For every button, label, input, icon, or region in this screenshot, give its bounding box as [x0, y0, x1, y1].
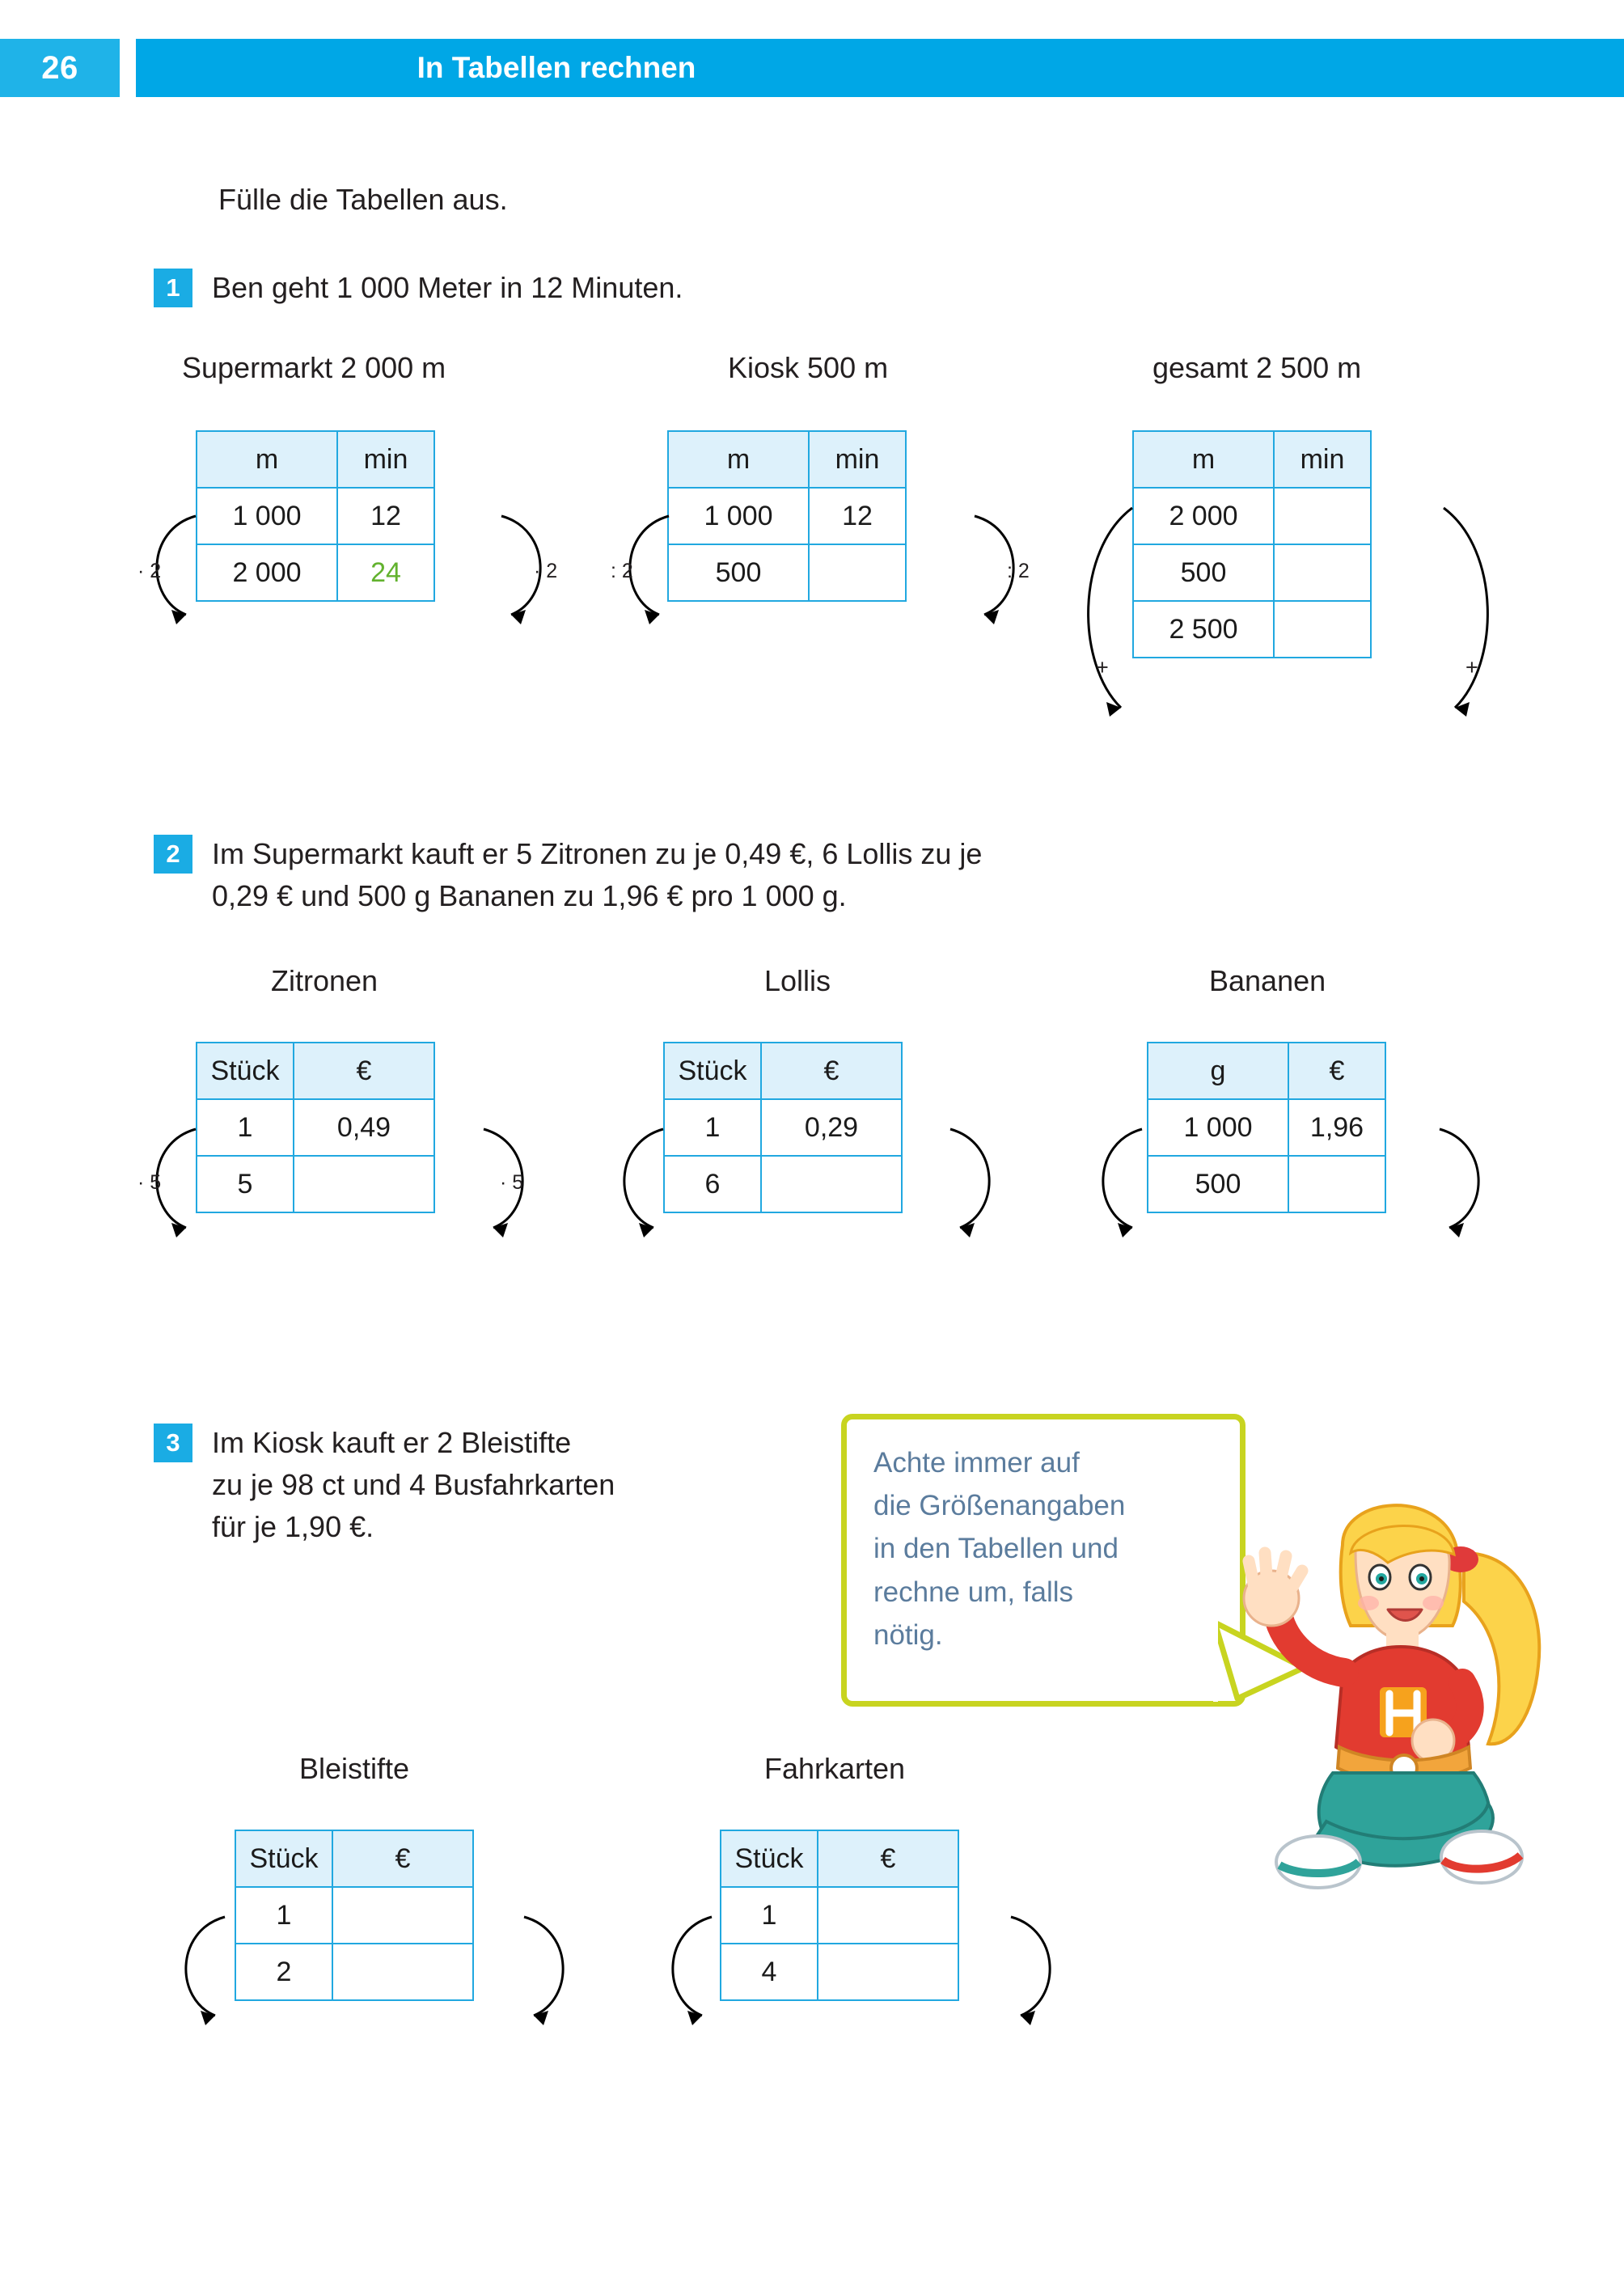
cell-value: 12 — [337, 488, 434, 544]
cell-value: 500 — [1148, 1156, 1288, 1212]
page-header — [0, 39, 1624, 97]
cell-value: 1,96 — [1288, 1099, 1385, 1156]
cell-header-stueck: Stück — [721, 1830, 818, 1887]
table-bananen — [1147, 1042, 1386, 1213]
cell-header-euro: € — [294, 1043, 434, 1099]
task-number-3: 3 — [154, 1424, 192, 1462]
table-row — [1133, 601, 1371, 658]
arrow-left-table-2b — [597, 1123, 670, 1244]
table-row — [235, 1830, 473, 1887]
girl-illustration — [1221, 1456, 1577, 1957]
arrow-left-table-1c — [1068, 501, 1140, 720]
cell-answer[interactable] — [1274, 488, 1371, 544]
table-caption-gesamt: gesamt 2 500 m — [1152, 351, 1362, 384]
operator-label-left-1a: · 2 — [137, 560, 162, 582]
table-row — [197, 431, 434, 488]
tip-line-3: in den Tabellen und — [873, 1533, 1119, 1565]
tip-line-5: nötig. — [873, 1618, 943, 1651]
table-bleistifte — [235, 1830, 474, 2001]
intro-instruction: Fülle die Tabellen aus. — [218, 183, 508, 216]
tip-line-4: rechne um, falls — [873, 1576, 1074, 1608]
arrow-right-table-1c — [1436, 501, 1508, 720]
task-text-3-line3: für je 1,90 €. — [212, 1510, 374, 1543]
arrow-right-table-2c — [1432, 1123, 1504, 1244]
page-number: 26 — [0, 39, 120, 97]
cell-value: 1 — [664, 1099, 761, 1156]
cell-value: 1 — [721, 1887, 818, 1944]
cell-value: 1 000 — [197, 488, 337, 544]
table-kiosk — [667, 430, 907, 602]
cell-value: 1 000 — [1148, 1099, 1288, 1156]
cell-value: 500 — [668, 544, 809, 601]
task-number-1: 1 — [154, 269, 192, 307]
table-caption-zitronen: Zitronen — [271, 964, 379, 997]
cell-header-euro: € — [1288, 1043, 1385, 1099]
cell-header-m: m — [668, 431, 809, 488]
operator-label-left-2a: · 5 — [137, 1171, 162, 1194]
table-row — [668, 488, 906, 544]
table-row — [668, 544, 906, 601]
cell-value: 0,29 — [761, 1099, 902, 1156]
cell-value: 1 — [235, 1887, 332, 1944]
arrow-right-table-2b — [942, 1123, 1015, 1244]
cell-header-euro: € — [761, 1043, 902, 1099]
cell-value: 5 — [197, 1156, 294, 1212]
table-caption-bleistifte: Bleistifte — [299, 1752, 410, 1785]
table-row — [668, 431, 906, 488]
task-text-3-line1: Im Kiosk kauft er 2 Bleistifte — [212, 1426, 572, 1459]
operator-label-left-1c: + — [1096, 655, 1109, 679]
operator-label-right-1c: + — [1465, 655, 1478, 679]
table-row — [1148, 1156, 1385, 1212]
table-row — [1148, 1043, 1385, 1099]
table-lollis — [663, 1042, 903, 1213]
cell-value: 1 — [197, 1099, 294, 1156]
table-row — [664, 1099, 902, 1156]
table-row — [664, 1043, 902, 1099]
operator-label-left-1b: : 2 — [611, 560, 633, 582]
cell-answer[interactable] — [809, 544, 906, 601]
cell-answer[interactable] — [1288, 1156, 1385, 1212]
cell-value: 2 500 — [1133, 601, 1274, 658]
arrow-right-table-3a — [516, 1910, 589, 2032]
cell-header-m: m — [1133, 431, 1274, 488]
table-row — [664, 1156, 902, 1212]
cell-answer[interactable] — [332, 1887, 473, 1944]
cell-value: 2 000 — [1133, 488, 1274, 544]
arrow-left-table-3a — [159, 1910, 231, 2032]
table-row — [1133, 488, 1371, 544]
cell-answer[interactable] — [818, 1944, 958, 2000]
header-bar — [136, 39, 1624, 97]
task-text-1: Ben geht 1 000 Meter in 12 Minuten. — [212, 271, 683, 304]
operator-label-right-1a: · 2 — [534, 560, 558, 582]
table-caption-lollis: Lollis — [764, 964, 831, 997]
cell-value: 4 — [721, 1944, 818, 2000]
table-row — [1133, 544, 1371, 601]
cell-value: 1 000 — [668, 488, 809, 544]
table-caption-supermarkt: Supermarkt 2 000 m — [182, 351, 446, 384]
page-title: In Tabellen rechnen — [417, 51, 696, 84]
table-gesamt — [1132, 430, 1372, 658]
cell-answer[interactable] — [1274, 544, 1371, 601]
arrow-left-table-2c — [1076, 1123, 1148, 1244]
task-text-2-line1: Im Supermarkt kauft er 5 Zitronen zu je 0,49 €, 6 Lollis zu je — [212, 837, 983, 870]
cell-value: 6 — [664, 1156, 761, 1212]
arrow-left-table-3b — [645, 1910, 718, 2032]
table-row — [197, 1156, 434, 1212]
cell-value: 12 — [809, 488, 906, 544]
table-row — [197, 488, 434, 544]
operator-label-right-2a: · 5 — [500, 1171, 524, 1194]
arrow-right-table-3b — [1003, 1910, 1076, 2032]
task-number-2: 2 — [154, 835, 192, 874]
table-caption-kiosk: Kiosk 500 m — [728, 351, 889, 384]
cell-header-euro: € — [332, 1830, 473, 1887]
task-text-2-line2: 0,29 € und 500 g Bananen zu 1,96 € pro 1 000 g. — [212, 879, 847, 912]
cell-value: 500 — [1133, 544, 1274, 601]
table-caption-fahrkarten: Fahrkarten — [764, 1752, 906, 1785]
table-fahrkarten — [720, 1830, 959, 2001]
table-row — [197, 1043, 434, 1099]
table-row — [235, 1944, 473, 2000]
task-text-3-line2: zu je 98 ct und 4 Busfahrkarten — [212, 1468, 615, 1501]
tip-line-1: Achte immer auf — [873, 1447, 1080, 1479]
cell-answer[interactable] — [761, 1156, 902, 1212]
table-row — [721, 1887, 958, 1944]
cell-header-min: min — [337, 431, 434, 488]
table-row — [721, 1830, 958, 1887]
cell-header-m: m — [197, 431, 337, 488]
table-row — [197, 544, 434, 601]
cell-answer[interactable] — [818, 1887, 958, 1944]
table-row — [721, 1944, 958, 2000]
cell-header-min: min — [809, 431, 906, 488]
table-supermarkt — [196, 430, 435, 602]
operator-label-right-1b: : 2 — [1007, 560, 1030, 582]
cell-header-g: g — [1148, 1043, 1288, 1099]
table-caption-bananen: Bananen — [1209, 964, 1326, 997]
cell-header-euro: € — [818, 1830, 958, 1887]
tip-line-2: die Größenangaben — [873, 1490, 1126, 1522]
table-zitronen — [196, 1042, 435, 1213]
cell-value: 0,49 — [294, 1099, 434, 1156]
cell-answer[interactable] — [294, 1156, 434, 1212]
cell-value: 2 000 — [197, 544, 337, 601]
cell-header-stueck: Stück — [664, 1043, 761, 1099]
cell-header-stueck: Stück — [197, 1043, 294, 1099]
table-row — [1133, 431, 1371, 488]
table-row — [197, 1099, 434, 1156]
cell-answer[interactable] — [332, 1944, 473, 2000]
cell-header-stueck: Stück — [235, 1830, 332, 1887]
cell-answer[interactable] — [1274, 601, 1371, 658]
cell-value: 2 — [235, 1944, 332, 2000]
cell-answer[interactable]: 24 — [337, 544, 434, 601]
table-row — [235, 1887, 473, 1944]
tip-bubble-text — [873, 1441, 1229, 1656]
cell-header-min: min — [1274, 431, 1371, 488]
table-row — [1148, 1099, 1385, 1156]
